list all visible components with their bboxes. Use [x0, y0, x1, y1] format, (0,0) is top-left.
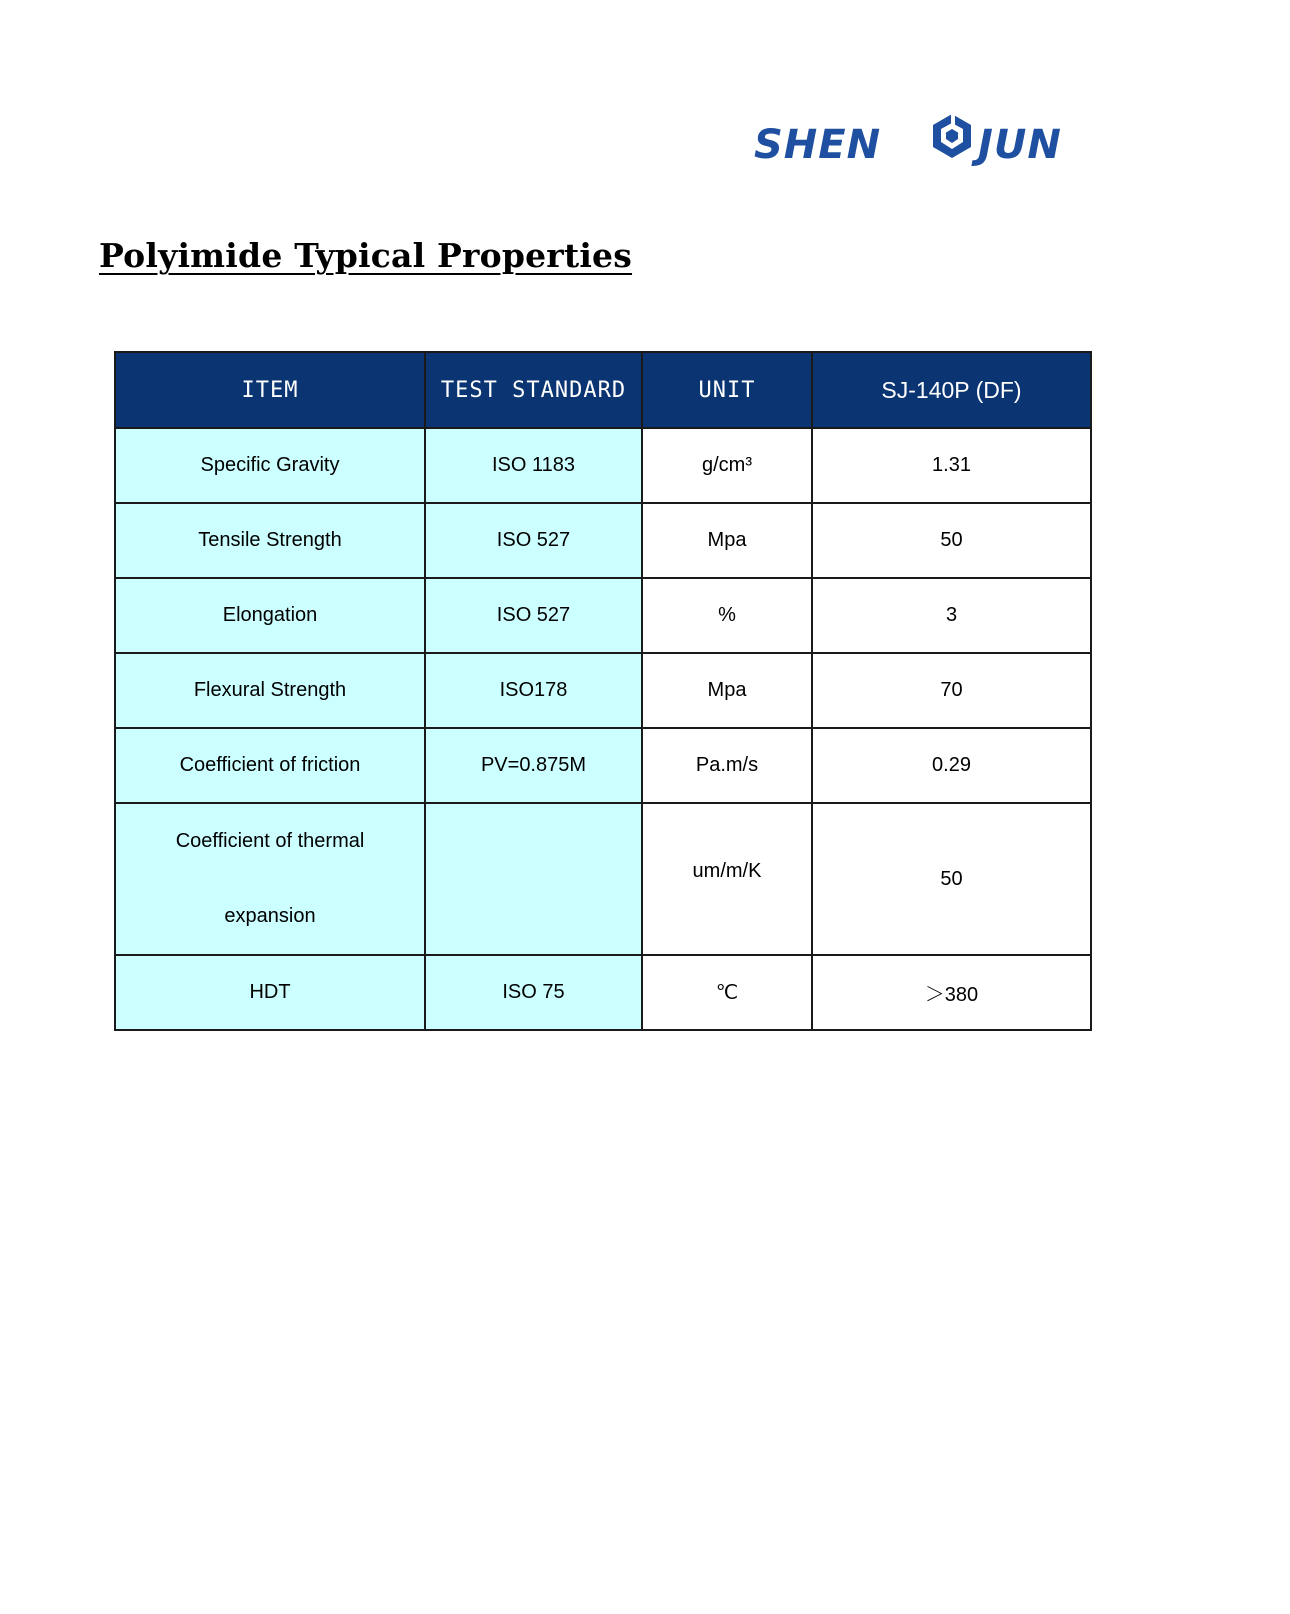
hexagon-icon	[933, 114, 971, 158]
table-row	[115, 578, 1091, 653]
cell-value: 0.29	[812, 728, 1091, 803]
header-unit: UNIT	[642, 352, 812, 428]
shenjun-logo	[754, 112, 1084, 174]
cell-standard: ISO178	[425, 653, 642, 728]
cell-item: Elongation	[115, 578, 425, 653]
cell-standard: PV=0.875M	[425, 728, 642, 803]
logo-text-jun: JUN	[978, 122, 1062, 168]
cell-unit: %	[642, 578, 812, 653]
table-row	[115, 503, 1091, 578]
header-test-standard: TEST STANDARD	[425, 352, 642, 428]
table-row	[115, 653, 1091, 728]
cell-standard: ISO 1183	[425, 428, 642, 503]
cell-item-line1: Coefficient of thermal	[175, 830, 365, 852]
cell-standard: ISO 527	[425, 578, 642, 653]
cell-standard	[425, 803, 642, 955]
cell-unit: Pa.m/s	[642, 728, 812, 803]
properties-table	[114, 351, 1092, 1031]
document-title: Polyimide Typical Properties	[99, 236, 633, 275]
cell-value: 70	[812, 653, 1091, 728]
header-product: SJ-140P (DF)	[812, 352, 1091, 428]
cell-item	[115, 803, 425, 955]
cell-unit: ℃	[642, 955, 812, 1030]
logo-graphic	[754, 112, 1084, 174]
cell-value: 50	[812, 803, 1091, 955]
cell-item: Coefficient of friction	[115, 728, 425, 803]
logo-text-shen: SHEN	[754, 122, 882, 168]
cell-unit: g/cm³	[642, 428, 812, 503]
cell-item-line2: expansion	[224, 905, 316, 927]
table-row	[115, 428, 1091, 503]
table-row	[115, 955, 1091, 1030]
cell-value: ＞380	[812, 955, 1091, 1030]
cell-value: 1.31	[812, 428, 1091, 503]
cell-item: Flexural Strength	[115, 653, 425, 728]
cell-value: 50	[812, 503, 1091, 578]
cell-value: 3	[812, 578, 1091, 653]
cell-unit: Mpa	[642, 653, 812, 728]
cell-standard: ISO 75	[425, 955, 642, 1030]
cell-unit-text: um/m/K	[692, 859, 762, 882]
cell-item: Tensile Strength	[115, 503, 425, 578]
table-row	[115, 803, 1091, 955]
cell-item: HDT	[115, 955, 425, 1030]
table-header-row	[115, 352, 1091, 428]
table-row	[115, 728, 1091, 803]
cell-standard: ISO 527	[425, 503, 642, 578]
cell-item: Specific Gravity	[115, 428, 425, 503]
header-item: ITEM	[115, 352, 425, 428]
cell-unit: Mpa	[642, 503, 812, 578]
cell-unit	[642, 803, 812, 955]
